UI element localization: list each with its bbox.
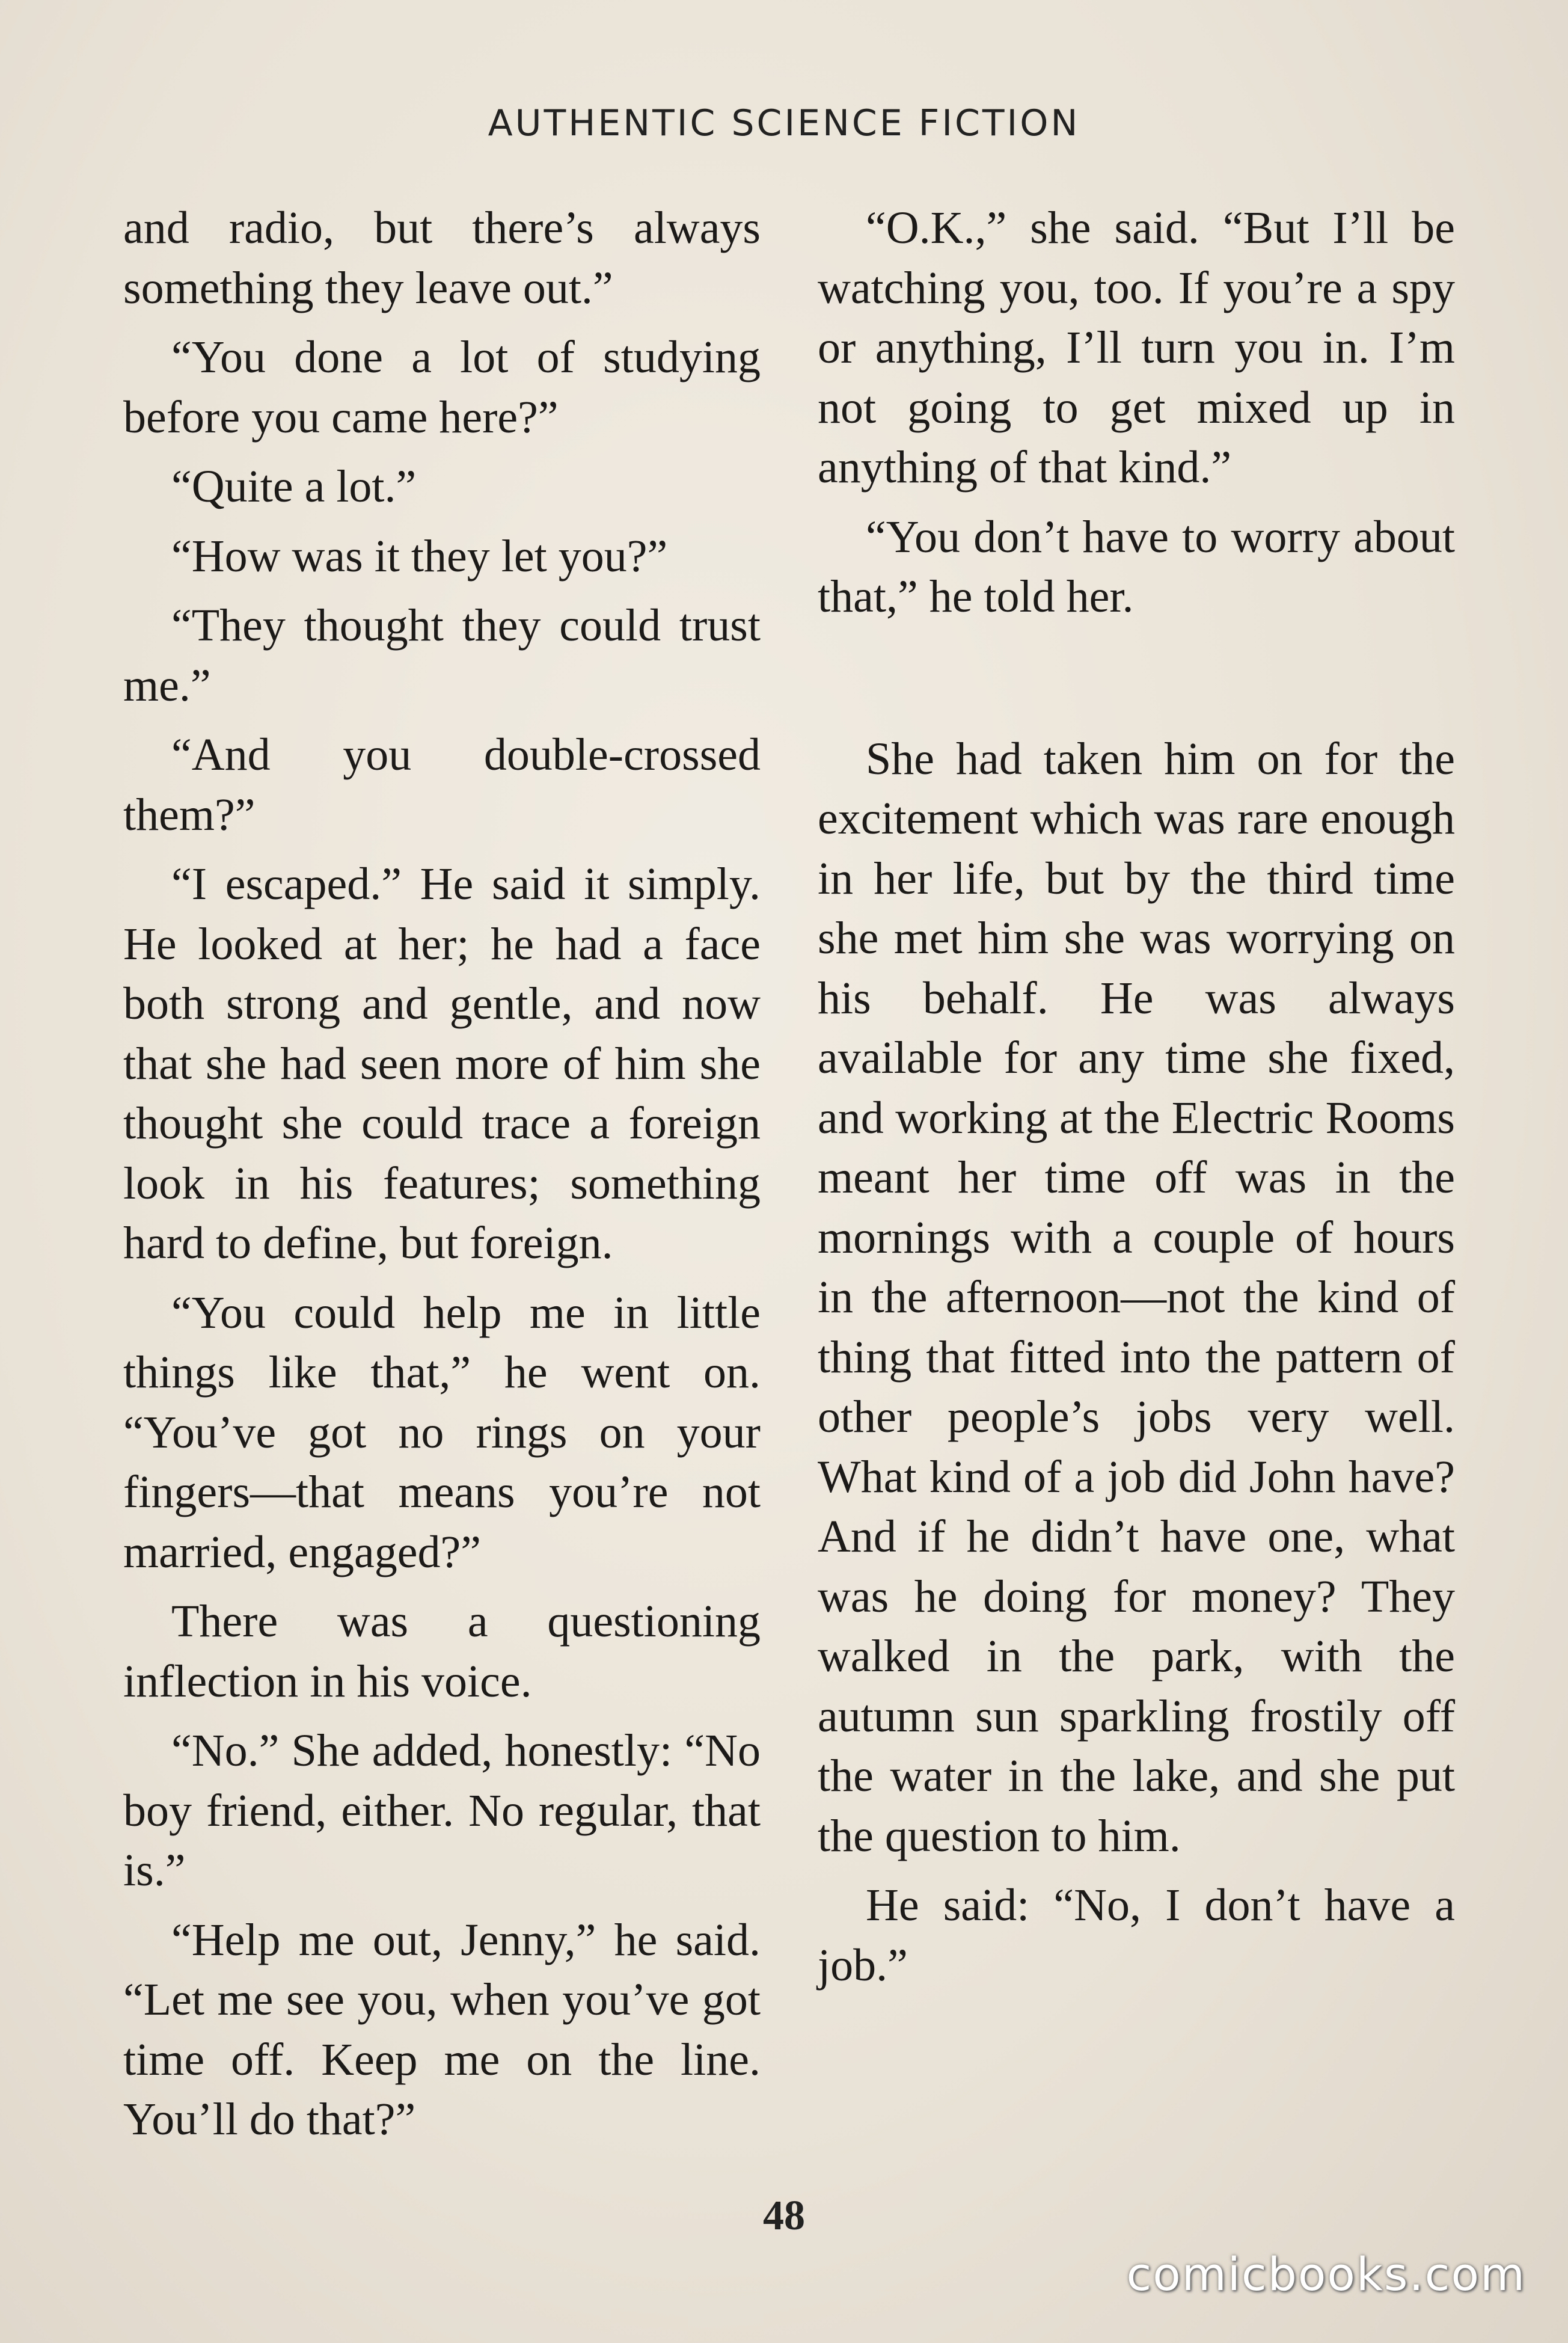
paragraph: “And you double-crossed them?” (123, 729, 761, 840)
paragraph: There was a questioning inflection in his voice. (123, 1596, 761, 1707)
paragraph: “You done a lot of studying before you came here?” (123, 332, 761, 443)
watermark-logo: comicbooks.com (1126, 2247, 1526, 2301)
paragraph: “How was it they let you?” (171, 530, 668, 582)
section-paragraph: She had taken him on for the excitement which was rare enough in her life, but by the third time she met him she was worrying on his behalf. He was always available for any time she fixed, and working at the Electric Rooms meant her time off was in the mornings with a couple of hours in the afternoon—not the kind of thing that fitted into the pattern of other people’s jobs very well. What kind of a job did John have? And if he didn’t have one, what was he doing for money? They walked in the park, with the autumn sun sparkling frostily off the water in the lake, and she put the question to him. (818, 733, 1455, 1861)
right-column (818, 198, 1455, 2005)
running-title: AUTHENTIC SCIENCE FICTION (488, 102, 1080, 144)
paragraph: “You could help me in little things like that,” he went on. “You’ve got no rings on your fingers—that means you’re not married, engaged?” (123, 1287, 761, 1577)
paragraph: “They thought they could trust me.” (123, 600, 761, 711)
paragraph: “Help me out, Jenny,” he said. “Let me see you, when you’ve got time off. Keep me on the line. You’ll do that?” (123, 1914, 761, 2145)
paragraph: “I escaped.” He said it simply. He looked at her; he had a face both strong and gentle, and now that she had seen more of him she thought she could trace a foreign look in his features; something hard to define, but foreign. (123, 859, 761, 1268)
paragraph: and radio, but there’s always something they leave out.” (123, 203, 761, 313)
left-column (123, 198, 761, 2160)
paragraph: “No.” She added, honestly: “No boy friend, either. No regular, that is.” (123, 1725, 761, 1896)
page-number: 48 (763, 2193, 805, 2239)
paragraph: “Quite a lot.” (171, 461, 417, 512)
paragraph: “O.K.,” she said. “But I’ll be watching you, too. If you’re a spy or anything, I’ll turn you in. I’m not going to get mixed up in anything of that kind.” (818, 203, 1455, 493)
paragraph: He said: “No, I don’t have a job.” (818, 1880, 1455, 1991)
paragraph: “You don’t have to worry about that,” he told her. (818, 511, 1455, 622)
